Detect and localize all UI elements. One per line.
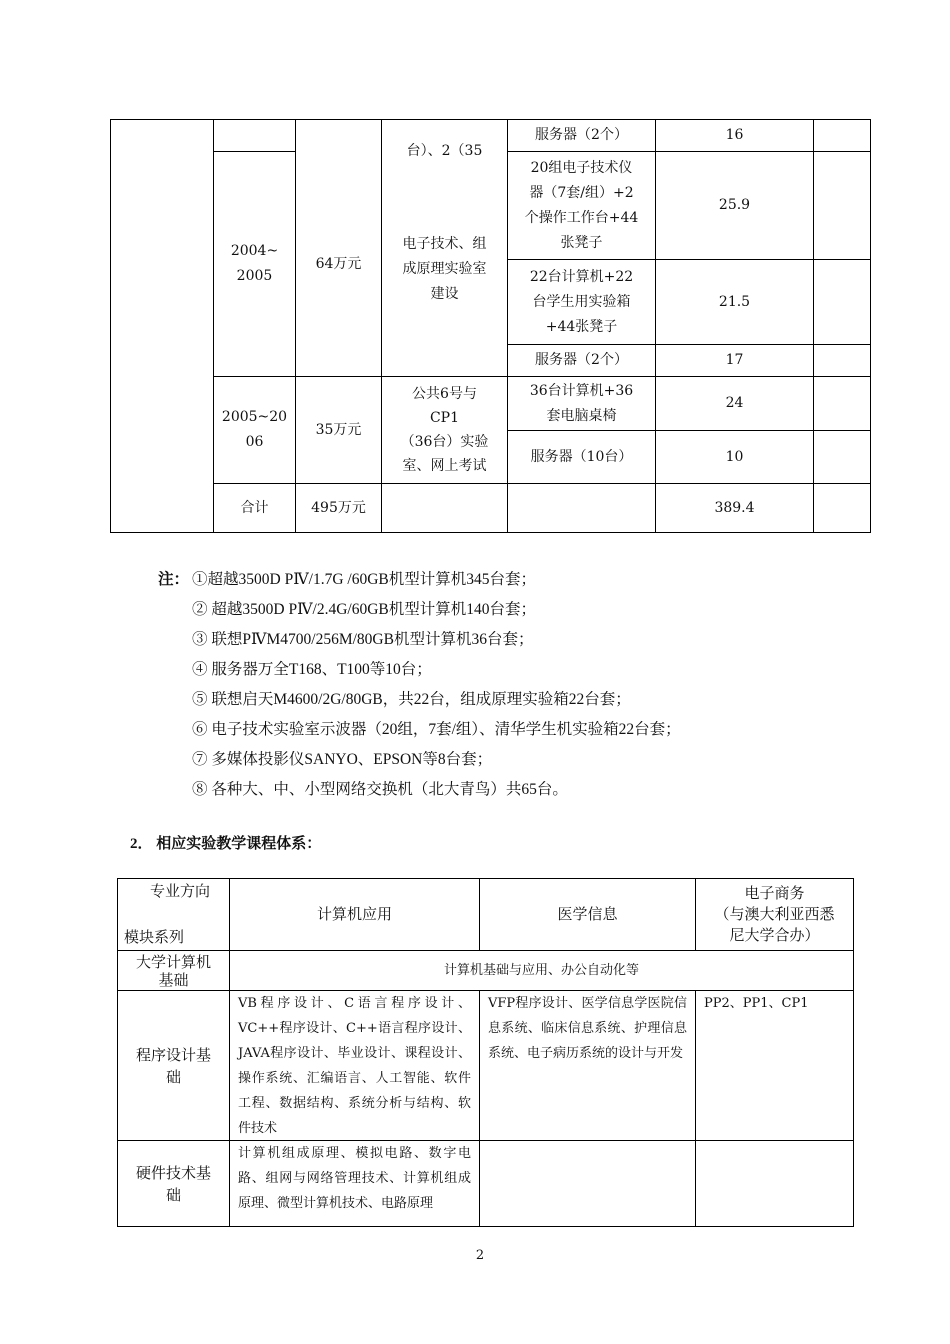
note-line-1: ①超越3500D PⅣ/1.7G /60GB机型计算机345台套；: [192, 571, 537, 588]
amount-2005-2: 10: [725, 448, 744, 465]
amount-2004-1: 25.9: [718, 197, 751, 213]
header-diag-top: 专业方向: [150, 882, 211, 900]
amount-2004-2: 21.5: [718, 293, 751, 310]
server-top-amount: 16: [725, 127, 744, 143]
note-line-8: ⑧ 各种大、中、小型网络交换机（北大青鸟）共65台。: [192, 781, 568, 798]
project-2004-2005: 电子技术、组 成原理实验室 建设: [402, 235, 487, 302]
note-line-4: ④ 服务器万全T168、T100等10台；: [192, 661, 432, 678]
header-col-computer-app: 计算机应用: [316, 905, 392, 923]
row-hardware-label: 硬件技术基 础: [135, 1163, 211, 1204]
total-label: 合计: [240, 499, 269, 516]
server-top-item: 服务器（2个）: [535, 127, 628, 143]
year-2005-2006: 2005~20 06: [221, 409, 288, 450]
amount-2005-1: 24: [725, 395, 744, 411]
row-programming-label: 程序设计基 础: [135, 1045, 211, 1086]
note-line-6: ⑥ 电子技术实验室示波器（20组，7套/组）、清华学生机实验箱22台套；: [192, 721, 681, 738]
row-hardware-col1: 计算机组成原理、模拟电路、数字电路、组网与网络管理技术、计算机组成原理、微型计算机技术、电路原理: [238, 1146, 471, 1211]
total-amount: 389.4: [714, 499, 755, 516]
year-2004-2005: 2004~ 2005: [230, 243, 279, 284]
total-budget: 495万元: [311, 499, 366, 516]
item-2004-3: 服务器（2个）: [535, 352, 628, 368]
budget-2005-2006: 35万元: [315, 421, 362, 438]
note-line-3: ③ 联想PⅣM4700/256M/80GB机型计算机36台套；: [192, 631, 534, 648]
budget-2004-2005: 64万元: [315, 255, 362, 272]
header-diag-bottom: 模块系列: [124, 928, 185, 946]
server-top-partial-text: 台）、2（35: [382, 140, 507, 162]
row-programming-col1: VB程序设计、C语言程序设计、VC++程序设计、C++语言程序设计、JAVA程序设计、毕业设计、课程设计、操作系统、汇编语言、人工智能、软件工程、数据结构、系统分析与结构、软件技术: [238, 996, 471, 1136]
page-number: 2: [475, 1248, 485, 1263]
item-2004-1: 20组电子技术仪 器（7套/组）+2 个操作工作台+44 张凳子: [524, 159, 639, 251]
row-basic-label: 大学计算机 基础: [135, 952, 211, 989]
header-col-medical-info: 医学信息: [557, 905, 618, 923]
note-line-5: ⑤ 联想启天M4600/2G/80GB，共22台，组成原理实验箱22台套；: [192, 691, 631, 708]
section-2-heading: 2． 相应实验教学课程体系：: [130, 836, 322, 852]
note-line-7: ⑦ 多媒体投影仪SANYO、EPSON等8台套；: [192, 751, 493, 768]
row-basic-merged: 计算机基础与应用、办公自动化等: [443, 963, 639, 978]
amount-2004-3: 17: [725, 352, 744, 368]
header-col-ecommerce: 电子商务 （与澳大利亚西悉 尼大学合办）: [714, 884, 835, 944]
item-2005-1: 36台计算机+36 套电脑桌椅: [529, 382, 634, 424]
row-programming-col2: VFP程序设计、医学信息学医院信息系统、临床信息系统、护理信息系统、电子病历系统的设计与开发: [488, 996, 687, 1061]
note-line-2: ② 超越3500D PⅣ/2.4G/60GB机型计算机140台套；: [192, 601, 537, 618]
row-programming-col3: PP2、PP1、CP1: [704, 996, 809, 1011]
notes-prefix: 注：: [158, 571, 190, 588]
item-2004-2: 22台计算机+22 台学生用实验箱 +44张凳子: [529, 268, 634, 335]
item-2005-2: 服务器（10台）: [530, 448, 633, 465]
project-2005-2006: 公共6号与 CP1 （36台）实验 室、网上考试: [400, 386, 489, 474]
